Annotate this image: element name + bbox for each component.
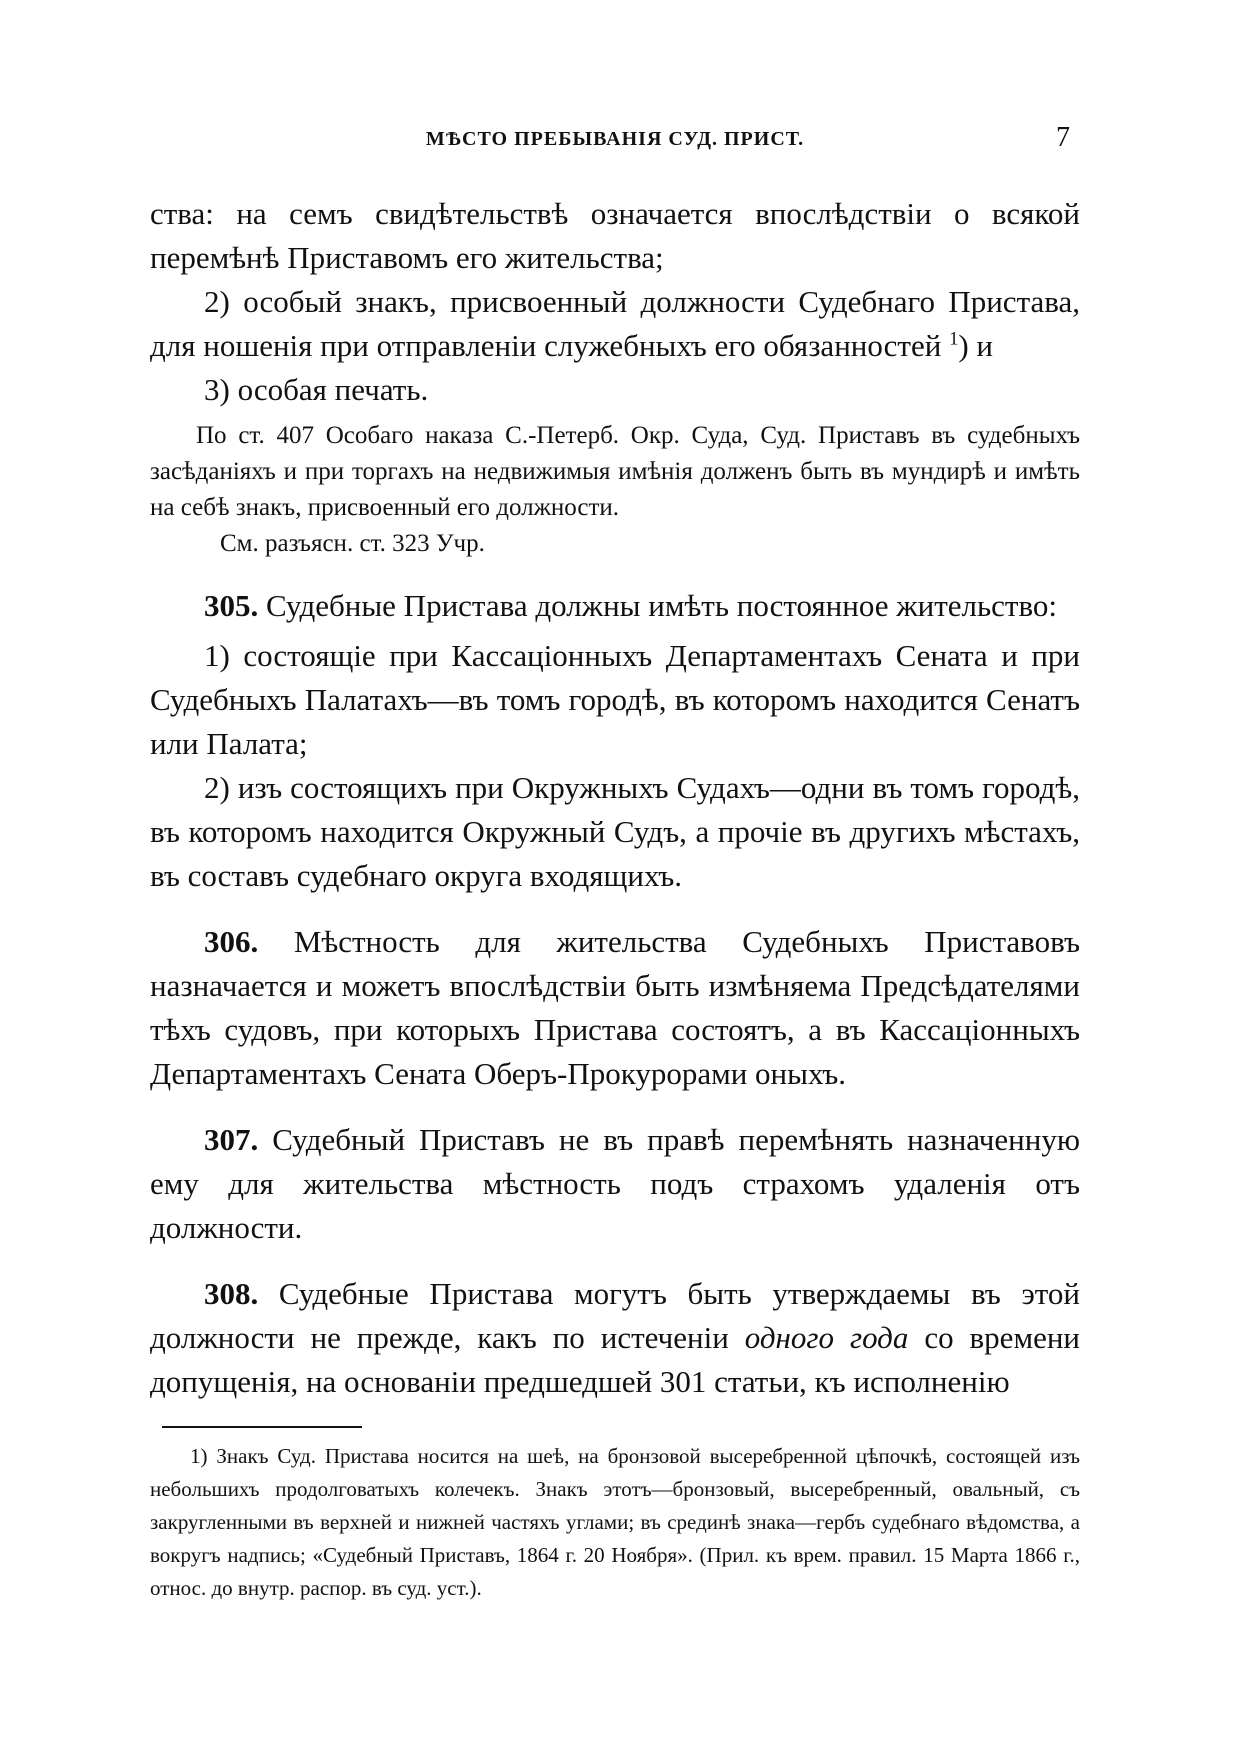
- page-number: 7: [1056, 122, 1070, 153]
- article-305-item-2: [150, 766, 1080, 898]
- article-text-end: со времени допущенія, на основаніи предшедшей 301 статьи, къ исполненію: [150, 1320, 1081, 1399]
- page-header: [150, 122, 1080, 168]
- list-item-text: 2) изъ состоящихъ при Окружныхъ Судахъ—одни въ томъ городѣ, въ которомъ находится Окружный Судъ, а прочіе въ другихъ мѣстахъ, въ составъ судебнаго округа входящихъ.: [150, 770, 1080, 893]
- article-307: [150, 1118, 1080, 1250]
- article-text: Судебные Пристава могутъ быть утверждаемы въ этой должности не прежде, какъ по истеченіи: [150, 1276, 1080, 1355]
- article-number: 306.: [204, 924, 259, 959]
- article-305-item-1: [150, 634, 1080, 766]
- article-text: Судебные Пристава должны имѣть постоянное жительство:: [266, 588, 1057, 623]
- running-head: МѢСТО ПРЕБЫВАНІЯ СУД. ПРИСТ.: [425, 128, 805, 150]
- footnote: [150, 1440, 1080, 1605]
- article-305: [150, 584, 1080, 628]
- list-item-text-end: ) и: [958, 328, 994, 363]
- list-item-2: [150, 280, 1080, 368]
- list-item-text: 2) особый знакъ, присвоенный должности Судебнаго Пристава, для ношенія при отправленіи служебныхъ его обязанностей: [150, 284, 1080, 363]
- list-item-3: [150, 368, 1080, 412]
- paragraph-continuation: [150, 192, 1080, 280]
- list-item-text: 1) состоящіе при Кассаціонныхъ Департаментахъ Сената и при Судебныхъ Палатахъ—въ томъ городѣ, въ которомъ находится Сенатъ или Палата;: [150, 638, 1080, 761]
- note-text: По ст. 407 Особаго наказа С.-Петерб. Окр. Суда, Суд. Приставъ въ судебныхъ засѣданіяхъ и при торгахъ на недвижимыя имѣнія долженъ быть въ мундирѣ и имѣть на себѣ знакъ, присвоенный его должности.: [150, 422, 1080, 521]
- article-number: 308.: [204, 1276, 259, 1311]
- list-item-text: 3) особая печать.: [204, 372, 429, 407]
- page-body: [150, 192, 1080, 1605]
- cross-reference: [150, 526, 1080, 562]
- article-306: [150, 920, 1080, 1096]
- article-text: Мѣстность для жительства Судебныхъ Приставовъ назначается и можетъ впослѣдствіи быть измѣняема Предсѣдателями тѣхъ судовъ, при которыхъ Пристава состоятъ, а въ Кассаціонныхъ Департаментахъ Сената Оберъ-Прокурорами оныхъ.: [150, 924, 1081, 1091]
- article-number: 307.: [204, 1122, 259, 1157]
- footnote-marker: 1: [949, 328, 959, 350]
- article-text: Судебный Приставъ не въ правѣ перемѣнять назначенную ему для жительства мѣстность подъ страхомъ удаленія отъ должности.: [150, 1122, 1080, 1245]
- footnote-divider: [162, 1426, 362, 1428]
- cross-reference-text: См. разъясн. ст. 323 Учр.: [220, 530, 485, 557]
- footnote-text: 1) Знакъ Суд. Пристава носится на шеѣ, на бронзовой высеребренной цѣпочкѣ, состоящей изъ небольшихъ продолговатыхъ колечекъ. Знакъ этотъ—бронзовый, высеребренный, овальный, съ закругленными въ верхней и нижней частяхъ углами; въ срединѣ знака—гербъ судебнаго вѣдомства, а вокругъ надпись; «Судебный Приставъ, 1864 г. 20 Ноября». (Прил. къ врем. правил. 15 Марта 1866 г., относ. до внутр. распор. въ суд. уст.).: [150, 1444, 1080, 1600]
- paragraph-text: ства: на семъ свидѣтельствѣ означается впослѣдствіи о всякой перемѣнѣ Приставомъ его жительства;: [150, 196, 1080, 275]
- article-number: 305.: [204, 588, 259, 623]
- article-emphasis: одного года: [744, 1320, 909, 1355]
- article-308: [150, 1272, 1080, 1404]
- note-paragraph: [150, 418, 1080, 526]
